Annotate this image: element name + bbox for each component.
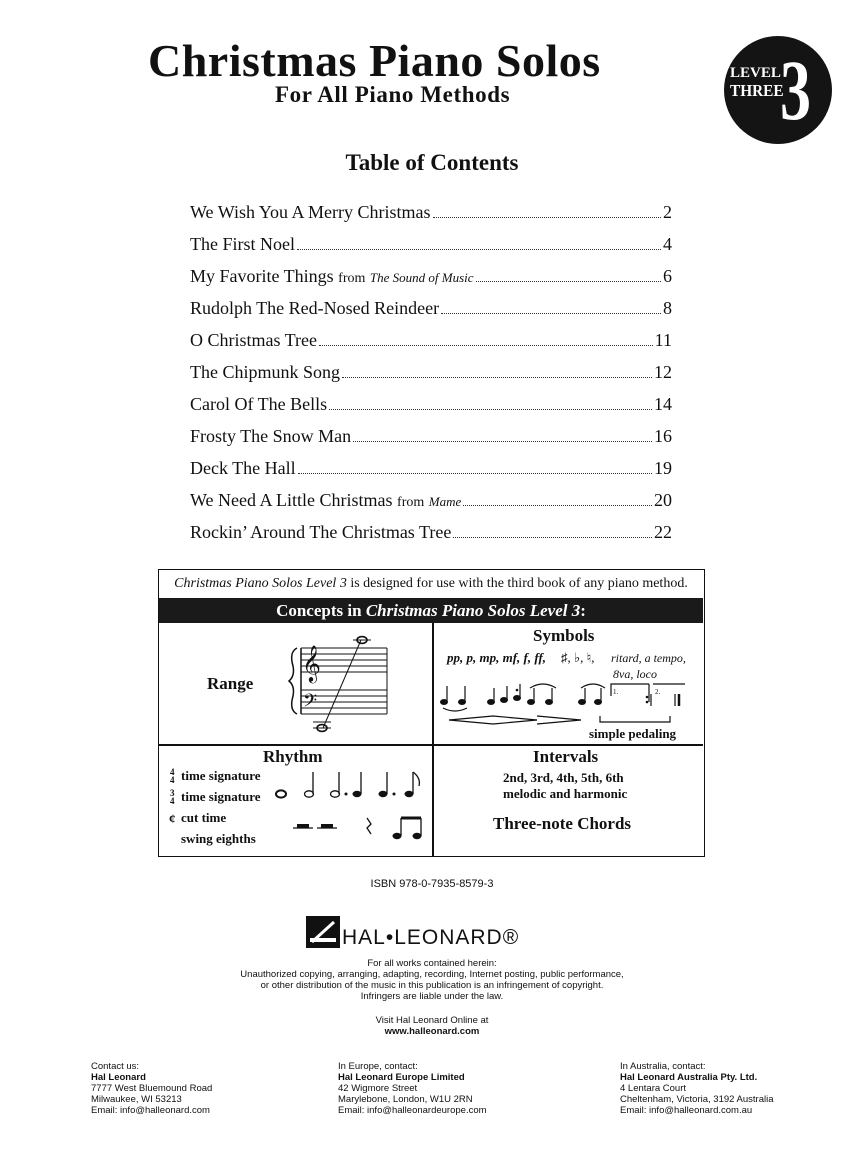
contact-address: Marylebone, London, W1U 2RN: [338, 1094, 473, 1105]
hal-leonard-logo-icon: [306, 916, 340, 948]
rhythm-heading: Rhythm: [263, 747, 323, 766]
toc-entry-page: 4: [663, 234, 672, 254]
toc-entry-page: 6: [663, 266, 672, 286]
contact-address: 7777 West Bluemound Road: [91, 1083, 213, 1094]
contact-name: Hal Leonard Europe Limited: [338, 1072, 465, 1083]
toc-entry-source: Mame: [428, 494, 462, 509]
toc-leader-dots: [329, 409, 652, 410]
svg-text:𝄢: 𝄢: [303, 691, 318, 716]
toc-entry-title: Rockin’ Around The Christmas Tree: [190, 522, 452, 542]
toc-entry-title: My Favorite Things: [190, 266, 334, 286]
rhythm-time-sig-4-4: time signature: [181, 768, 261, 783]
toc-entry: [190, 202, 672, 234]
book-title: Christmas Piano Solos: [148, 35, 601, 86]
toc-entry-title-group: [190, 266, 474, 287]
toc-entry-title: Rudolph The Red-Nosed Reindeer: [190, 298, 440, 318]
concepts-band: [159, 598, 703, 623]
contact-email[interactable]: Email: info@halleonard.com: [91, 1105, 210, 1116]
symbols-terms-octave: 8va, loco: [613, 667, 657, 681]
toc-entry: [190, 490, 672, 522]
toc-entry-page: 14: [654, 394, 672, 414]
contact-address: 42 Wigmore Street: [338, 1083, 418, 1094]
intro-book-title: Christmas Piano Solos Level 3: [174, 576, 347, 591]
band-book-title: Christmas Piano Solos Level 3: [365, 601, 581, 620]
toc-leader-dots: [342, 377, 652, 378]
contact-europe: [338, 1061, 487, 1116]
svg-text:𝄞: 𝄞: [302, 644, 321, 682]
svg-text:4: 4: [170, 767, 175, 777]
toc-entry-title: We Need A Little Christmas: [190, 490, 393, 510]
contact-australia: [620, 1061, 774, 1116]
symbols-terms-tempo: ritard, a tempo,: [611, 651, 686, 665]
chords-heading: Three-note Chords: [493, 814, 632, 833]
toc-entry-page: 19: [654, 458, 672, 478]
toc-entry-page: 20: [654, 490, 672, 510]
symbols-heading: Symbols: [533, 626, 595, 645]
isbn: ISBN 978-0-7935-8579-3: [370, 878, 494, 890]
toc-list: [190, 202, 672, 554]
band-suffix: :: [580, 601, 586, 620]
toc-entry-from: from: [338, 271, 366, 286]
toc-entry-page: 12: [654, 362, 672, 382]
contact-address: Milwaukee, WI 53213: [91, 1094, 182, 1105]
legal-line: Infringers are liable under the law.: [360, 991, 504, 1002]
grid-divider-horizontal: [159, 744, 703, 746]
toc-entry-title: Frosty The Snow Man: [190, 426, 352, 446]
contact-name: Hal Leonard: [91, 1072, 146, 1083]
intervals-list: 2nd, 3rd, 4th, 5th, 6th: [503, 770, 624, 785]
svg-text:4: 4: [170, 796, 175, 806]
book-subtitle: For All Piano Methods: [275, 82, 511, 107]
contact-email[interactable]: Email: info@halleonard.com.au: [620, 1105, 753, 1116]
svg-text:¢: ¢: [169, 811, 176, 826]
contact-label: Contact us:: [91, 1061, 140, 1072]
toc-entry: [190, 426, 672, 458]
toc-leader-dots: [476, 281, 661, 282]
toc-entry: [190, 394, 672, 426]
toc-entry-page: 2: [663, 202, 672, 222]
rhythm-time-sig-3-4: time signature: [181, 789, 261, 804]
band-prefix: Concepts in: [276, 601, 366, 620]
level-word: THREE: [730, 81, 784, 100]
contact-label: In Australia, contact:: [620, 1061, 706, 1072]
toc-entry-page: 16: [654, 426, 672, 446]
toc-entry-title: O Christmas Tree: [190, 330, 318, 350]
range-heading: Range: [207, 674, 254, 693]
toc-entry: [190, 234, 672, 266]
symbols-accidentals: ♯, ♭, ♮,: [561, 650, 595, 665]
legal-line: Unauthorized copying, arranging, adapting, recording, Internet posting, public performance,: [240, 969, 624, 980]
ending-second: 2.: [655, 688, 661, 696]
toc-entry-from: from: [397, 495, 425, 510]
svg-text:3: 3: [170, 788, 175, 798]
legal-line: For all works contained herein:: [367, 958, 497, 969]
toc-entry: [190, 266, 672, 298]
grid-divider-vertical: [432, 623, 434, 856]
copyright-notice: [0, 958, 864, 1002]
toc-leader-dots: [463, 505, 652, 506]
intervals-type: melodic and harmonic: [503, 786, 628, 801]
toc-entry-title: The Chipmunk Song: [190, 362, 341, 382]
concepts-box: [158, 569, 705, 857]
toc-leader-dots: [319, 345, 653, 346]
toc-entry: [190, 522, 672, 554]
intervals-heading: Intervals: [533, 747, 599, 766]
legal-line: or other distribution of the music in this publication is an infringement of copyright.: [260, 980, 604, 991]
range-staff-illustration: [283, 630, 403, 742]
symbols-pedal-label: simple pedaling: [589, 726, 677, 741]
symbols-notation-illustration: [437, 680, 699, 728]
toc-heading: Table of Contents: [345, 150, 519, 175]
toc-entry-title-group: [190, 490, 461, 511]
level-label: LEVEL: [730, 65, 781, 81]
concepts-intro: [159, 576, 703, 592]
symbols-dynamics: pp, p, mp, mf, f, ff,: [447, 650, 547, 665]
toc-entry-title: We Wish You A Merry Christmas: [190, 202, 431, 222]
contact-name: Hal Leonard Australia Pty. Ltd.: [620, 1072, 758, 1083]
level-number: 3: [780, 42, 811, 138]
visit-online: [0, 1015, 864, 1037]
toc-leader-dots: [353, 441, 652, 442]
intro-text: is designed for use with the third book of any piano method.: [346, 576, 688, 591]
toc-entry: [190, 362, 672, 394]
ending-first: 1.: [613, 688, 619, 696]
toc-leader-dots: [441, 313, 661, 314]
toc-leader-dots: [297, 249, 661, 250]
toc-entry-source: The Sound of Music: [369, 270, 474, 285]
toc-entry-title: Carol Of The Bells: [190, 394, 328, 414]
contact-address: 4 Lentara Court: [620, 1083, 687, 1094]
toc-entry-page: 22: [654, 522, 672, 542]
visit-text: Visit Hal Leonard Online at: [375, 1015, 489, 1026]
toc-leader-dots: [453, 537, 652, 538]
website-link[interactable]: www.halleonard.com: [384, 1026, 480, 1037]
toc-leader-dots: [433, 217, 661, 218]
svg-text:4: 4: [170, 775, 175, 785]
toc-entry-title: The First Noel: [190, 234, 295, 254]
toc-entry-page: 11: [654, 330, 672, 350]
contact-address: Cheltenham, Victoria, 3192 Australia: [620, 1094, 774, 1105]
rhythm-cut-time: cut time: [181, 810, 227, 825]
toc-entry-title: Deck The Hall: [190, 458, 296, 478]
toc-leader-dots: [298, 473, 652, 474]
rhythm-notation-illustration: [273, 762, 431, 848]
toc-entry: [190, 298, 672, 330]
level-badge: [724, 36, 832, 144]
hal-leonard-wordmark: HAL•LEONARD®: [342, 926, 520, 949]
toc-entry: [190, 458, 672, 490]
toc-entry: [190, 330, 672, 362]
contact-us: [91, 1061, 212, 1116]
contact-email[interactable]: Email: info@halleonardeurope.com: [338, 1105, 487, 1116]
contact-label: In Europe, contact:: [338, 1061, 418, 1072]
rhythm-swing-eighths: swing eighths: [181, 831, 256, 846]
toc-entry-page: 8: [663, 298, 672, 318]
